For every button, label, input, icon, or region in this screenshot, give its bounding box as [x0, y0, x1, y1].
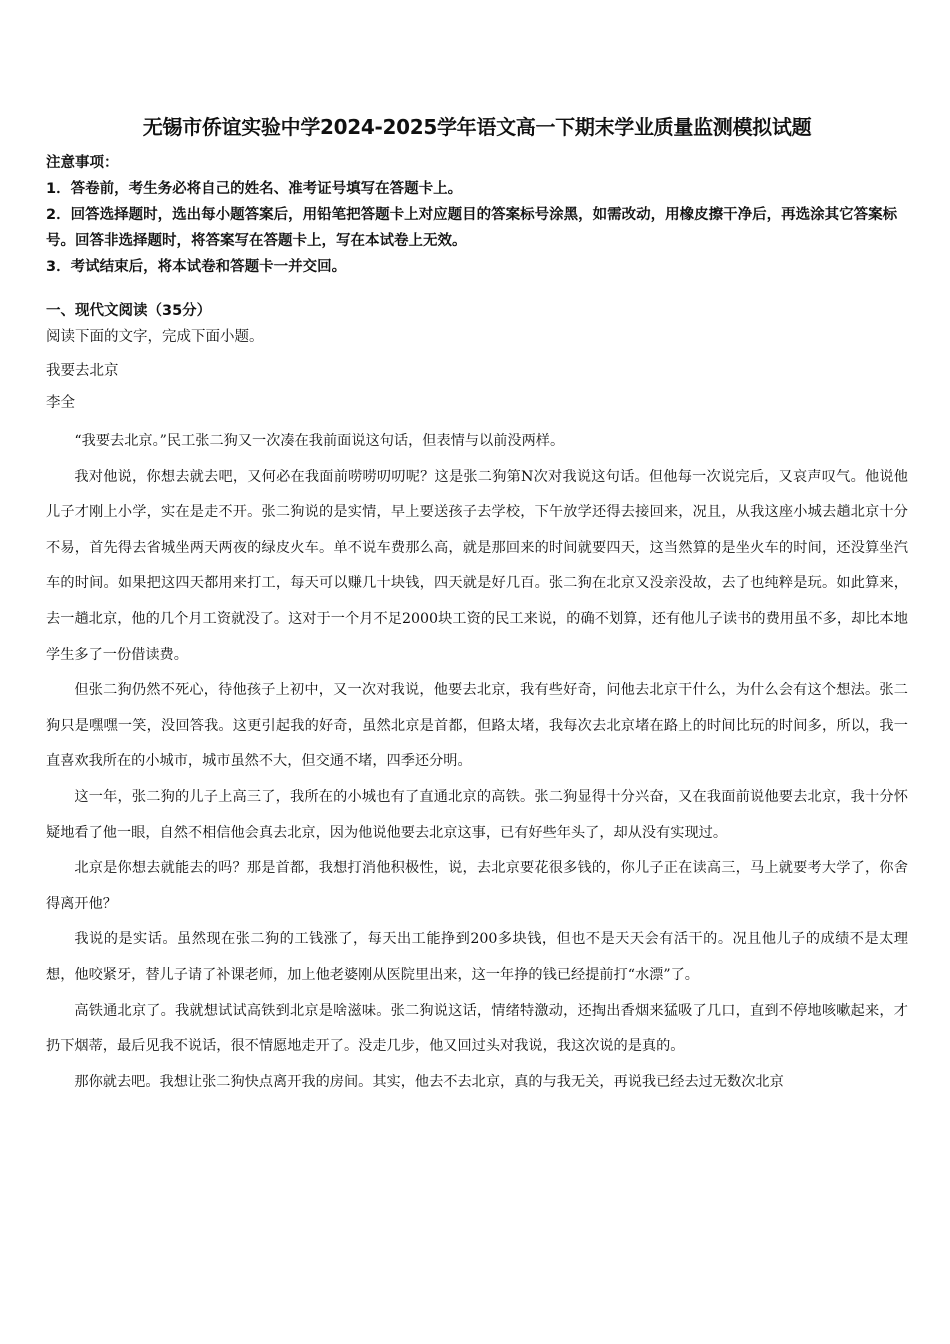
article-paragraph: 高铁通北京了。我就想试试高铁到北京是啥滋味。张二狗说这话，情绪特激动，还掏出香烟来猛吸了几口，直到不停地咳嗽起来，才扔下烟蒂，最后见我不说话，很不情愿地走开了。没走几步，他又回过头对我说，我这次说的是真的。 — [46, 1002, 908, 1055]
notice-heading: 注意事项： — [46, 155, 119, 171]
notice-block — [46, 150, 908, 280]
article-body — [46, 424, 908, 1100]
exam-page — [46, 0, 908, 1344]
page-title: 无锡市侨谊实验中学2024-2025学年语文高一下期末学业质量监测模拟试题 — [142, 115, 812, 139]
notice-item-1: 1．答卷前，考生务必将自己的姓名、准考证号填写在答题卡上。 — [46, 181, 463, 197]
article-paragraph: 这一年，张二狗的儿子上高三了，我所在的小城也有了直通北京的高铁。张二狗显得十分兴奋，又在我面前说他要去北京，我十分怀疑地看了他一眼，自然不相信他会真去北京，因为他说他要去北京这事，已有好些年头了，却从没有实现过。 — [46, 788, 908, 841]
section-instruction: 阅读下面的文字，完成下面小题。 — [46, 329, 264, 345]
article-paragraph: 那你就去吧。我想让张二狗快点离开我的房间。其实，他去不去北京，真的与我无关，再说我已经去过无数次北京 — [74, 1073, 784, 1090]
notice-item-3: 3．考试结束后，将本试卷和答题卡一并交回。 — [46, 259, 347, 275]
section-heading: 一、现代文阅读（35分） — [46, 303, 212, 319]
article-paragraph: “我要去北京。”民工张二狗又一次凑在我前面说这句话，但表情与以前没两样。 — [74, 433, 565, 449]
article-author: 李全 — [46, 395, 75, 411]
article-paragraph: 北京是你想去就能去的吗？那是首都，我想打消他积极性，说，去北京要花很多钱的，你儿子正在读高三，马上就要考大学了，你舍得离开他？ — [46, 860, 908, 912]
article-paragraph: 但张二狗仍然不死心，待他孩子上初中，又一次对我说，他要去北京，我有些好奇，问他去北京干什么，为什么会有这个想法。张二狗只是嘿嘿一笑，没回答我。这更引起我的好奇，虽然北京是首都，但路太堵，我每次去北京堵在路上的时间比玩的时间多，所以，我一直喜欢我所在的小城市，城市虽然不大，但交通不堵，四季还分明。 — [46, 682, 908, 770]
article-paragraph: 我说的是实话。虽然现在张二狗的工钱涨了，每天出工能挣到200多块钱，但也不是天天会有活干的。况且他儿子的成绩不是太理想，他咬紧牙，替儿子请了补课老师，加上他老婆刚从医院里出来，这一年挣的钱已经提前打“水漂”了。 — [46, 931, 908, 983]
notice-item-2: 2．回答选择题时，选出每小题答案后，用铅笔把答题卡上对应题目的答案标号涂黑，如需改动，用橡皮擦干净后，再选涂其它答案标号。回答非选择题时，将答案写在答题卡上，写在本试卷上无效。 — [46, 207, 898, 249]
reading-section — [46, 298, 908, 418]
article-paragraph: 我对他说，你想去就去吧，又何必在我面前唠唠叨叨呢？这是张二狗第N次对我说这句话。但他每一次说完后，又哀声叹气。他说他儿子才刚上小学，实在是走不开。张二狗说的是实情，早上要送孩子去学校，下午放学还得去接回来，况且，从我这座小城去趟北京十分不易，首先得去省城坐两天两夜的绿皮火车。单不说车费那么高，就是那回来的时间就要四天，这当然算的是坐火车的时间，还没算坐汽车的时间。如果把这四天都用来打工，每天可以赚几十块钱，四天就是好几百。张二狗在北京又没亲没故，去了也纯粹是玩。如此算来，去一趟北京，他的几个月工资就没了。这对于一个月不足2000块工资的民工来说，的确不划算，还有他儿子读书的费用虽不多，却比本地学生多了一份借读费。 — [46, 468, 908, 663]
article-title: 我要去北京 — [46, 363, 119, 379]
